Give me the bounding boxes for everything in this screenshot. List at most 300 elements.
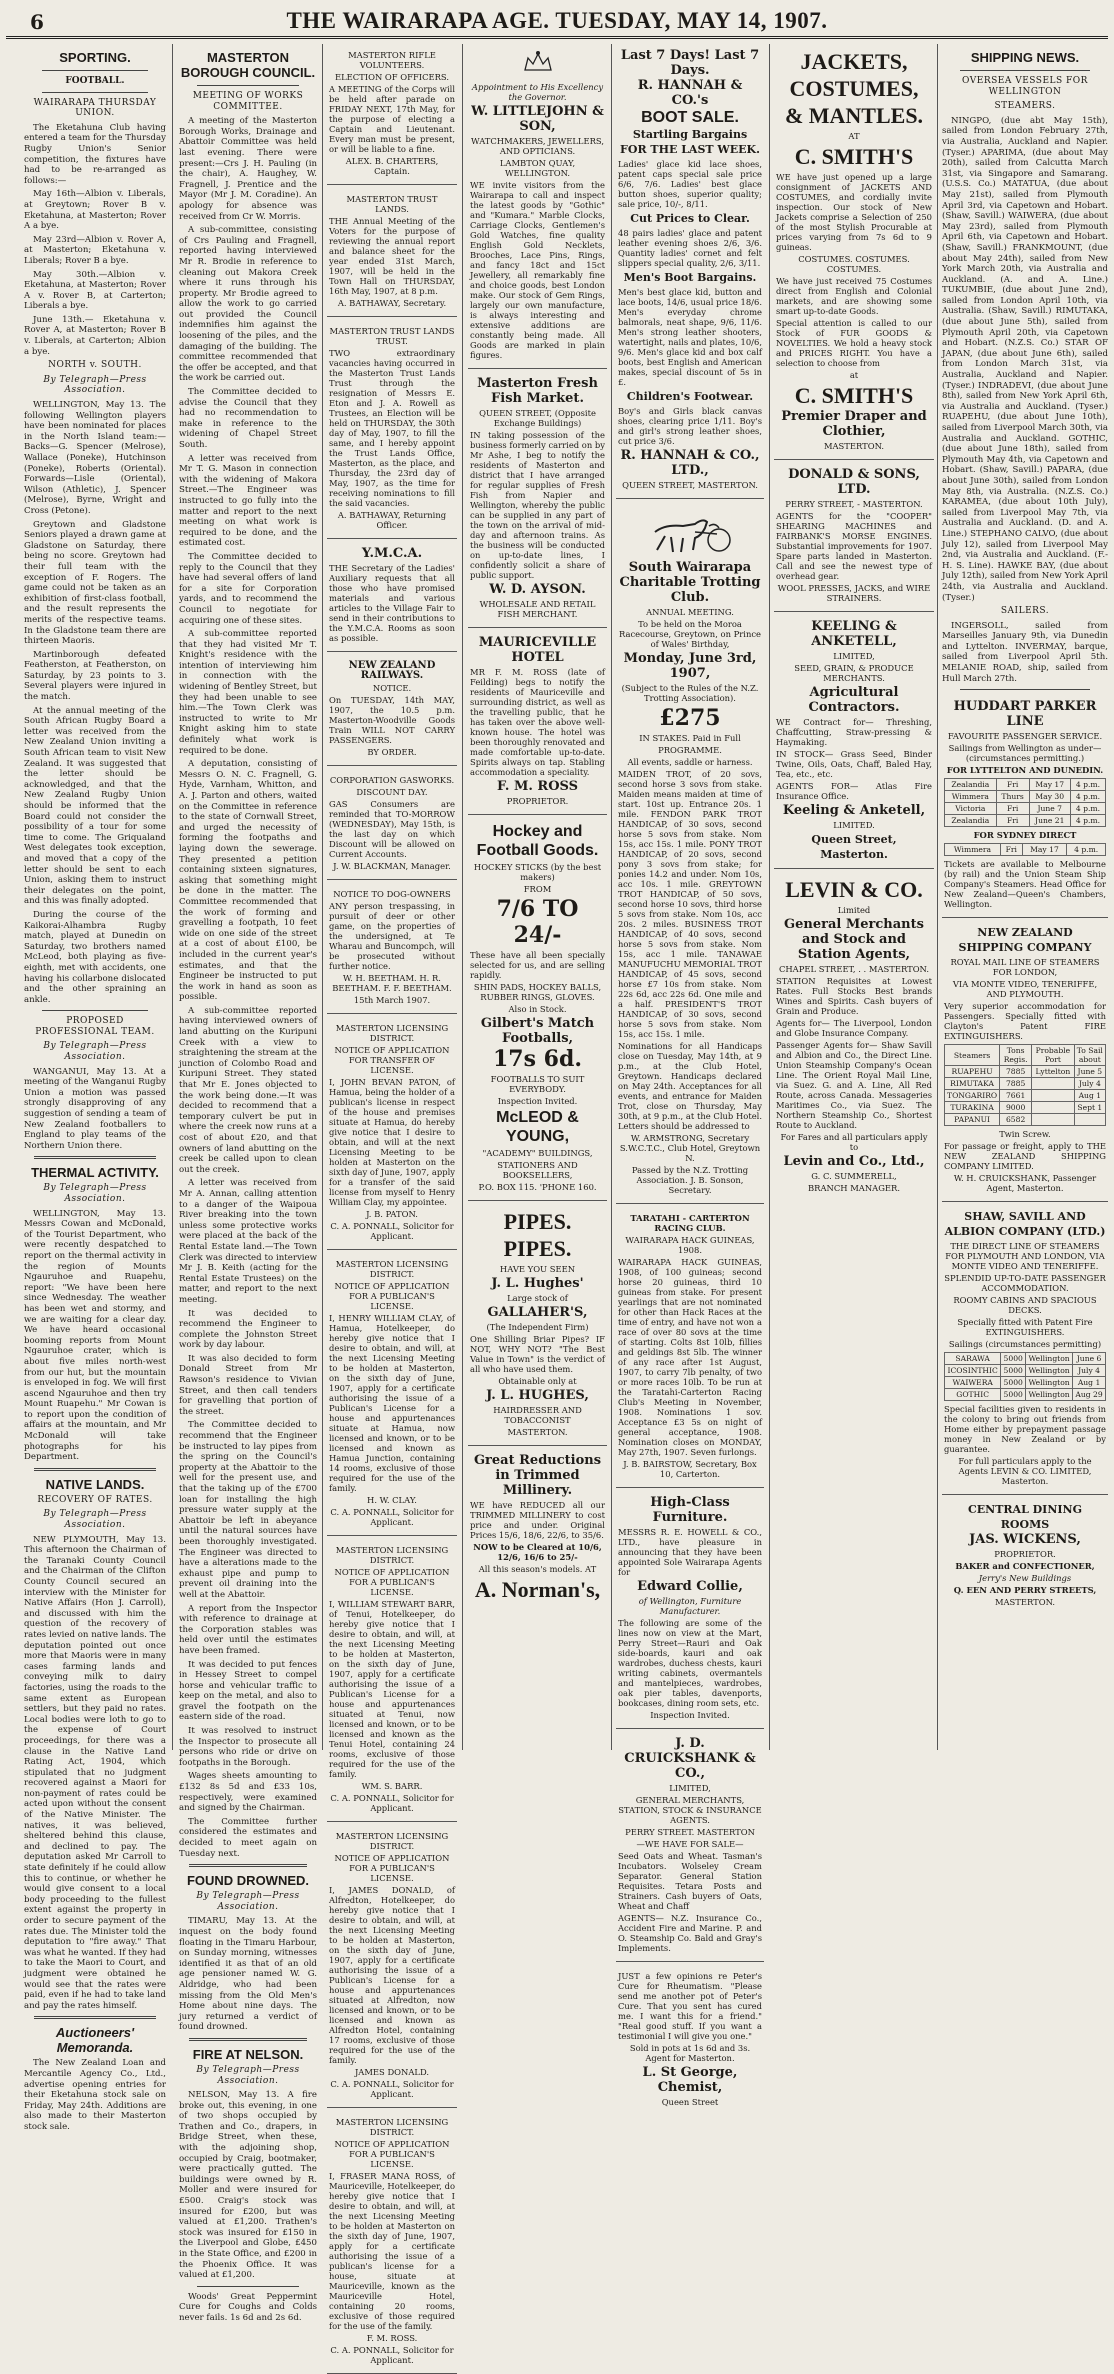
ad-line: FOOTBALLS TO SUIT EVERYBODY. xyxy=(490,1073,585,1094)
ad-hockey-goods xyxy=(468,818,607,1201)
table-cell: May 17 xyxy=(1022,844,1067,856)
table-cell xyxy=(1032,1078,1075,1090)
ad-line: For Fares and all particulars apply to xyxy=(780,1132,928,1152)
table-cell: 5000 xyxy=(1001,1353,1026,1365)
table-row xyxy=(945,803,1106,815)
article-paragraph: A sub-committee reported that they had visited Mr T. Knight's residence with the intention of interviewing him in connection with the widening of Bentley Street, but they had been unable to see him.—The Town Clerk was instructed to write to Mr Knight asking him to state definitely what work is required to be done. xyxy=(179,629,317,756)
column-rule xyxy=(611,44,612,1750)
table-cell: Wellington xyxy=(1026,1353,1073,1365)
table-header: To Sail about xyxy=(1074,1045,1105,1066)
ad-date: Monday, June 3rd, 1907, xyxy=(623,651,757,681)
ad-hannah-boot-sale xyxy=(616,44,764,499)
ad-subheading: ROYAL MAIL LINE OF STEAMERS FOR LONDON, xyxy=(950,957,1100,978)
article-paragraph: It was decided to put fences in Hessey Street to compel horse and vehicular traffic to keep on the metal, and also to gravel the footpath on the eastern side of the road. xyxy=(179,1659,317,1723)
ad-line: "ACADEMY" BUILDINGS, xyxy=(482,1147,593,1158)
ad-line: Inspection Invited. xyxy=(650,1710,730,1720)
ad-body: AGENTS FOR— Atlas Fire Insurance Office. xyxy=(776,781,932,801)
table-row xyxy=(945,1365,1106,1377)
table-row xyxy=(945,1102,1106,1114)
ad-price: 17s 6d. xyxy=(492,1045,582,1072)
ad-body: We have just received 75 Costumes direct from English and Colonial markets, and are showing some smart up-to-date Goods. xyxy=(776,276,932,316)
ad-body: WE Contract for— Threshing, Chaffcutting, Straw-pressing & Haymaking. xyxy=(776,717,932,747)
ad-signature: McLEOD & YOUNG, xyxy=(496,1108,579,1145)
ad-line: Sold in pots at 1s 6d and 3s. Agent for Masterton. xyxy=(629,2043,751,2063)
table-cell: RIMUTAKA xyxy=(945,1078,1000,1090)
table-cell xyxy=(1074,1114,1105,1126)
ad-line: of Wellington, Furniture Manufacturer. xyxy=(638,1596,742,1616)
ad-body: AGENTS for the "COOPER" SHEARING MACHINES and FAIRBANK'S MORSE ENGINES. Substantial improvements for 1907. Spare parts landed in Masterton. Call and see the newest type of overhead gear. xyxy=(776,511,932,581)
ad-line: Also in Stock. xyxy=(508,1003,567,1014)
table-cell: GOTHIC xyxy=(945,1389,1001,1401)
article-paragraph: It was resolved to instruct the Inspector to prosecute all persons who ride or drive on footpaths in the Borough. xyxy=(179,1726,317,1768)
ad-subheading: FOR THE LAST WEEK. xyxy=(620,143,760,156)
article-paragraph: The Committee decided to advise the Council that they had no recommendation to make in reference to the widening of Chapel Street South. xyxy=(179,387,317,450)
ad-line: MASTERTON. xyxy=(994,1597,1056,1608)
ad-heading: Great Reductions in Trimmed Millinery. xyxy=(473,1452,602,1498)
notice-ymca xyxy=(327,542,457,652)
ad-line: LIMITED, xyxy=(669,1783,711,1793)
ad-heading: SHAW, SAVILL AND ALBION COMPANY (LTD.) xyxy=(944,1210,1106,1239)
shipping-list: INGERSOLL, sailed from Marseilles January 9th, via Dunedin and Lyttelton. INVERMAY, barque, sailed from Liverpool April 5th. MELANIE ROAD, ship, sailed from Hull March 27th. xyxy=(942,620,1108,684)
column-4 xyxy=(468,44,607,1750)
ad-line: (The Independent Firm) xyxy=(486,1321,589,1332)
ad-millinery xyxy=(468,1449,607,1609)
notice-body: I, JAMES DONALD, of Alfredton, Hotelkeeper, do hereby give notice that I desire to obtain, and will, at the next Licensing Meeting to be holden at Masterton, on the sixth day of June, 1907, apply for a certificate authorising the issue of a Publican's License for a house and appurtenances situated at Alfredton, now licensed and known, or to be licensed and known as Alfredton Hotel, containing 17 rooms, exclusive of those required for the use of the family. xyxy=(329,1885,455,2065)
article-paragraph: A deputation, consisting of Messrs O. N. C. Fragnell, G. Hyde, Varnham, Whitton, and A. J. Parton and others, waited on the Committee in reference to the state of Cornwall Street, and urged the necessity of forming the footpaths and laying down the sewerage. They presented a petition containing sixteen signatures, asking that something might be done in the matter. The Committee recommended that the work of forming and gravelling a footpath, 10 feet wide on one side of the street at a cost of about £100, be included in the current year's estimates, and that the Engineer be instructed to put the work in hand as soon as possible. xyxy=(179,759,317,1003)
article-paragraph: WANGANUI, May 13. At a meeting of the Wanganui Rugby Union a motion was passed strongly disapproving of any suggestion of sending a team of New Zealand footballers to England to play teams of the Northern Union there. xyxy=(24,1066,166,1151)
ad-title: BOOT SALE. xyxy=(641,109,739,126)
table-cell: RUAPEHU xyxy=(945,1066,1000,1078)
ad-littlejohn xyxy=(468,44,607,369)
ad-body: IN taking possession of the business formerly carried on by Mr Ashe, I beg to notify the residents of Masterton and district that I have arranged for regular supplies of Fresh Fish from Napier and Wellington, whereby the public can be supplied in any part of the town on the arrival of mid-day and afternoon trains. As the business will be conducted on up-to-date lines, I confidently solicit a share of public support. xyxy=(470,429,605,580)
table-cell: 5000 xyxy=(1001,1365,1026,1377)
notice-body: I, WILLIAM STEWART BARR, of Tenui, Hotelkeeper, do hereby give notice that I desire to obtain, and will, at the next Licensing Meeting to be holden at Masterton, on the sixth day of June, 1907, apply for a certificate authorising the issue of a Publican's License for a house and appurtenances situated at Tenui, now licensed and known, or to be licensed and known as the Tenui Hotel, containing 24 rooms, exclusive of those required for the use of the family. xyxy=(329,1599,455,1779)
byline: By Telegraph—Press Association. xyxy=(43,374,147,396)
ad-line: Obtainable only at xyxy=(498,1375,577,1386)
ad-line: All events, saddle or harness. xyxy=(627,757,753,767)
table-cell: July 4 xyxy=(1073,1365,1106,1377)
ad-brand: GALLAHER'S, xyxy=(487,1304,588,1320)
newspaper-title: THE WAIRARAPA AGE. TUESDAY, MAY 14, 1907. xyxy=(286,8,828,33)
notice-solicitor: C. A. PONNALL, Solicitor for Applicant. xyxy=(330,1221,454,1241)
ad-hack-guineas xyxy=(616,1207,764,1488)
ad-line: All this season's models. AT xyxy=(478,1563,597,1574)
notice-heading: MASTERTON LICENSING DISTRICT. xyxy=(335,2117,449,2137)
ad-line: HAIRDRESSER AND TOBACCONIST xyxy=(493,1404,582,1425)
notice-body: GAS Consumers are reminded that TO-MORROW (WEDNESDAY), May 15th, is the last day on which Discount will be allowed on Current Accounts. xyxy=(329,799,455,859)
ad-signature: C. SMITH'S xyxy=(794,383,914,408)
byline: By Telegraph—Press Association. xyxy=(196,1891,300,1912)
ad-heading: LEVIN & CO. xyxy=(785,877,923,902)
ad-title: JACKETS, xyxy=(800,49,908,74)
ad-line: SPLENDID UP-TO-DATE PASSENGER ACCOMMODATION. xyxy=(944,1273,1106,1294)
table-row xyxy=(945,844,1106,856)
byline: By Telegraph—Press Association. xyxy=(43,1509,147,1531)
ad-heading: NEW ZEALAND SHIPPING COMPANY xyxy=(958,926,1092,955)
table-cell xyxy=(1032,1102,1075,1114)
notice-license-barr xyxy=(327,1539,457,1822)
table-cell: May 17 xyxy=(1029,779,1070,791)
ad-signature: W. D. AYSON. xyxy=(489,581,586,597)
table-cell: Wellington xyxy=(1026,1389,1073,1401)
ad-heading: J. D. CRUICKSHANK & CO., xyxy=(624,1736,756,1781)
divider xyxy=(34,1468,156,1471)
notice-solicitor: C. A. PONNALL, Solicitor for Applicant. xyxy=(330,2079,454,2099)
article-heading: NORTH v. SOUTH. xyxy=(48,360,142,371)
notice-heading: MASTERTON RIFLE VOLUNTEERS. xyxy=(348,50,436,70)
ad-line: Sailings (circumstances permitting) xyxy=(948,1339,1102,1350)
ad-signature: C. SMITH'S xyxy=(794,144,914,169)
ad-signature: Keeling & Anketell, xyxy=(782,803,926,818)
ad-heading: TARATAHI - CARTERTON RACING CLUB. xyxy=(630,1213,750,1233)
ad-subheading: Cut Prices to Clear. xyxy=(630,212,750,225)
ad-signature: R. HANNAH & CO., LTD., xyxy=(620,448,760,478)
table-cell: 5000 xyxy=(1001,1377,1026,1389)
notice-body: I, HENRY WILLIAM CLAY, of Hamua, Hotelkeeper, do hereby give notice that I desire to obtain, and will, at the next Licensing Meeting to be holden at Masterton, on the sixth day of June, 1907, apply for a certificate authorising the issue of a Publican's License for a house and appurtenances situate at Hamua, now licensed and known, or to be licensed and known as Hamua Junction, containing 14 rooms, exclusive of those required for the use of the family. xyxy=(329,1313,455,1493)
table-cell: Fri xyxy=(1000,844,1022,856)
notice-heading: NEW ZEALAND RAILWAYS. xyxy=(348,660,436,681)
ad-body: Tickets are available to Melbourne (by rail) and the Union Steam Ship Company's Steamers. Head Office for New Zealand—Queen's Chambers, Wellington. xyxy=(944,859,1106,910)
article-paragraph: The Eketahuna Club having entered a team for the Thursday Rugby Union's Senior competition, the fixtures have had to be re-arranged as follows:— xyxy=(24,122,166,186)
ad-signature: J. B. BAIRSTOW, Secretary, Box 10, Carterton. xyxy=(623,1459,757,1479)
table-cell: Fri xyxy=(996,803,1029,815)
ad-mauriceville-hotel xyxy=(468,631,607,815)
ad-line: BRANCH MANAGER. xyxy=(808,1183,900,1193)
table-cell: TURAKINA xyxy=(945,1102,1000,1114)
ad-line: BAKER and CONFECTIONER, xyxy=(955,1561,1095,1572)
ad-body: IN STOCK— Grass Seed, Binder Twine, Oils, Oats, Chaff, Baled Hay, Tea, etc., etc. xyxy=(776,749,932,779)
divider xyxy=(189,1864,307,1867)
notice-body: THE Annual Meeting of the Voters for the purpose of reviewing the annual report and balance sheet for the year ended 31st March, 1907, will be held in the Town Hall on THURSDAY, 16th May, 1907, at 8 p.m. xyxy=(329,216,455,296)
shipping-list: NINGPO, (due abt May 15th), sailed from London February 27th, via Australia, Auckland and Napier. (Tyser.) APARIMA, (due about May 20th), sailed from Calcutta March 31st, via Singapore and Samarang. (U.S.S. Co.) MATATUA, (due about May 21st), sailed from Plymouth April 3rd, via Capetown and Hobart. (Shaw, Savill.) WAIWERA, (due about May 23rd), sailed from Plymouth April 6th, via Capetown and Hobart. (Shaw, Savill.) FRANKMOUNT, (due about May 24th), sailed from New York March 20th, via Australia and Auckland. (A. and A. Line.) TUKUMBIE, (due about June 2nd), sailed from London April 10th, via Australia. (Shaw, Savill.) RIMUTAKA, (due about June 5th), sailed from Plymouth April 20th, via Capetown and Hobart. (N.Z.S. Co.) STAR OF JAPAN, (due about June 6th), sailed from London March 31st, via Australia, Auckland and Napier. (Tyser.) INDRADEVI, (due about June 8th), sailed from New York April 6th, via Australia and Auckland. (Tyser.) RUAPEHU, (due about June 10th), sailed from Liverpool March 30th, via Australia and Auckland. GOTHIC, (due about June 18th), sailed from Plymouth May 4th, via Capetown and Hobart. (Shaw, Savill.) PAPARA, (due about June 30th), sailed from London May 8th, via Australia. (N.Z.S. Co.) KARAMEA, (due about 10th July), sailed from Liverpool May 7th, via Australia and Auckland. (D. and A. Line.) STEPHANO CALVO, (due about July 12), sailed from Liverpool May 2nd, via Australia and Auckland. (F.-H. S. Line). HAWKE BAY, (due about July 12th), sailed from New York April 24th, via Australia and Auckland. (Tyser.) xyxy=(942,115,1108,603)
notice-heading: MASTERTON LICENSING DISTRICT. xyxy=(335,1023,449,1043)
article-paragraph: A letter was received from Mr A. Annan, calling attention to a danger of the Waipoua River breaking into the town unless some protective works were placed at the back of the Rental Estate land.—The Town Clerk was directed to interview Mr J. B. Keith (acting for the Rental Estate Trustees) on the matter, and report to the next meeting. xyxy=(179,1178,317,1305)
ad-heading: R. HANNAH & CO.'s xyxy=(637,78,743,108)
ad-line: Inspection Invited. xyxy=(497,1095,578,1106)
ad-subheading: Children's Footwear. xyxy=(626,390,754,403)
notice-signature: J. W. BLACKMAN, Manager. xyxy=(333,861,451,871)
section-subheading: FOOTBALL. xyxy=(65,76,125,86)
table-cell: Aug 1 xyxy=(1073,1377,1106,1389)
ad-donald-sons xyxy=(774,463,934,612)
ad-line: HOCKEY STICKS (by the best makers) xyxy=(473,861,602,882)
article-paragraph: It was also decided to form Donald Street from Mr Rawson's residence to Vivian Street, and then call tenders for gravelling that portion of the street. xyxy=(179,1353,317,1417)
table-cell: 4 p.m. xyxy=(1070,779,1105,791)
article-paragraph: A sub-committee, consisting of Crs Pauling and Fragnell, reported having interviewed Mr R. Brodie in reference to cleaning out Makora Creek where it runs through his property. Mr Brodie agreed to allow the work to go carried out provided the Council indemnifies him against the loosening of the piles, and the damaging of the building. The committee recommended that the offer be accepted, and that the work be carried out. xyxy=(179,225,317,384)
ad-subheading: Agricultural Contractors. xyxy=(808,685,900,715)
article-paragraph: May 23rd—Albion v. Rover A, at Masterton; Eketahuna v. Liberals; Rover B a bye. xyxy=(24,234,166,266)
ad-title: COSTUMES, xyxy=(789,76,919,101)
ad-line: Jerry's New Buildings xyxy=(978,1573,1072,1584)
article-paragraph: TIMARU, May 13. At the inquest on the body found floating in the Timaru Harbour, on Sunday morning, witnesses identified it as that of an old age pensioner named W. G. Aldridge, who had been missing from the Old Men's Home about nine days. The jury returned a verdict of found drowned. xyxy=(179,1916,317,2033)
article-paragraph: May 30th.—Albion v. Eketahuna, at Masterton; Rover A v. Rover B, at Carterton; Liberals a bye. xyxy=(24,269,166,312)
ad-line: Passed by the N.Z. Trotting Association. J. B. Sonson, Secretary. xyxy=(631,1165,749,1195)
ad-address: Queen Street, Masterton. xyxy=(811,833,897,861)
trotting-horse-icon xyxy=(635,510,745,556)
table-cell: Zealandia xyxy=(945,815,997,827)
ad-line: To be held on the Moroa Racecourse, Greytown, on Prince of Wales' Birthday, xyxy=(619,619,761,649)
notice-trust-lands-trust xyxy=(327,320,457,539)
table-cell: June 5 xyxy=(1074,1066,1105,1078)
section-heading: MASTERTON BOROUGH COUNCIL. xyxy=(180,50,316,80)
ad-address: MASTERTON. xyxy=(823,441,885,451)
ad-heading: CENTRAL DINING ROOMS xyxy=(968,1503,1082,1532)
notice-heading: MASTERTON TRUST LANDS. xyxy=(346,194,438,214)
ad-line: FOR SYDNEY DIRECT xyxy=(973,830,1077,841)
section-subheading: STEAMERS. xyxy=(994,101,1056,112)
ad-keeling-anketell xyxy=(774,615,934,869)
article-paragraph: The Committee decided to recommend that the Engineer be instructed to lay pipes from the spring on the Council's property at the Abattoir to the well for the present use, and that the taking up of the £700 loan for installing the high pressure water supply at the Abattoir be left in abeyance until the natural sources have been thoroughly investigated. The Engineer was directed to have a alterations made to the exhaust pipe and pump to prevent oil draining into the well at the Abattoir. xyxy=(179,1420,317,1600)
ad-trotting-club xyxy=(616,502,764,1204)
ad-name: Edward Collie, xyxy=(637,1579,743,1594)
ad-appointment: Appointment to His Excellency the Governor. xyxy=(471,81,604,102)
notice-dog-owners xyxy=(327,883,457,1014)
table-row xyxy=(945,1090,1106,1102)
ad-furniture xyxy=(616,1491,764,1729)
table-cell: July 4 xyxy=(1074,1078,1105,1090)
notice-gasworks xyxy=(327,769,457,880)
page-number: 6 xyxy=(30,10,44,34)
article-paragraph: It was decided to recommend the Engineer to complete the Johnston Street work by day labour. xyxy=(179,1308,317,1351)
column-3 xyxy=(327,44,457,2365)
table-cell: Wimmera xyxy=(945,791,997,803)
article-paragraph: During the course of the Kaikorai-Alhambra Rugby match, played at Dunedin on Saturday, two brothers named McLeod, both playing as five-eighth, met with accidents, one having his collarbone dislocated and the other spraining an ankle. xyxy=(24,909,166,1005)
notice-license-donald xyxy=(327,1825,457,2108)
divider xyxy=(189,2038,307,2041)
ad-fish-market xyxy=(468,372,607,628)
article-paragraph: June 13th.— Eketahuna v. Rover A, at Masterton; Rover B v. Liberals, at Carterton; Albion a bye. xyxy=(24,314,166,357)
article-paragraph: A sub-committee reported having interviewed owners of land abutting on the Kuripuni Creek with a view to straightening the stream at the junction of Colombo Road and Kuripuni Street. They stated that Mr E. Jones objected to the work being done.—It was decided to recommend that a temporary culvert be put in where the creek now runs at a cost of about £20, and that owners of land abutting on the creek be called upon to clean out the creek. xyxy=(179,1005,317,1175)
ad-pipes xyxy=(468,1204,607,1446)
table-row xyxy=(945,815,1106,827)
divider xyxy=(42,70,148,71)
ad-price: 7/6 TO 24/- xyxy=(496,895,579,948)
ad-heading: W. LITTLEJOHN & SON, xyxy=(471,103,604,134)
ad-body: These have all been specially selected for us, and are selling rapidly. xyxy=(470,949,605,980)
table-header: Tons Regis. xyxy=(1000,1045,1032,1066)
ad-body: JUST a few opinions re Peter's Cure for Rheumatism. "Please send me another pot of Peter's Cure. That you sent has cured me. I want this for a friend." "Real good stuff. If you want a testimonial I will give you one." xyxy=(618,1971,762,2041)
ad-subheading: WAIRARAPA HACK GUINEAS, 1908. xyxy=(625,1235,755,1255)
ad-heading: PIPES. PIPES. xyxy=(503,1208,572,1261)
article-paragraph: May 16th—Albion v. Liberals, at Greytown; Rover B v. Eketahuna, at Masterton; Rover A a bye. xyxy=(24,189,166,232)
notice-signature: W. H. BEETHAM. H. R. BEETHAM. F. F. BEETHAM. xyxy=(332,973,452,993)
ad-name: J. L. Hughes' xyxy=(491,1275,584,1291)
ad-c-smith xyxy=(774,44,934,460)
ad-levin xyxy=(774,872,934,1201)
article-paragraph: Woods' Great Peppermint Cure for Coughs and Colds never fails. 1s 6d and 2s 6d. xyxy=(179,2291,317,2323)
notice-signature: JAMES DONALD. xyxy=(354,2067,430,2077)
notice-signature: J. B. PATON. xyxy=(366,1209,418,1219)
notice-subheading: NOTICE. xyxy=(372,683,412,693)
ad-body: WE have REDUCED all our TRIMMED MILLINERY to cost price and under. Original Prices 15/6, 18/6, 22/6, to 35/6. xyxy=(470,1499,605,1540)
divider xyxy=(34,2016,156,2019)
notice-heading: Y.M.C.A. xyxy=(361,546,423,561)
ad-cruickshank xyxy=(616,1732,764,1962)
ad-signature: F. M. ROSS xyxy=(496,778,579,794)
ad-line: at xyxy=(849,370,859,380)
section-heading: SHIPPING NEWS. xyxy=(970,50,1080,65)
article-heading: RECOVERY OF RATES. xyxy=(37,1494,153,1505)
ad-line: WOOL PRESSES, JACKS, and WIRE STRAINERS. xyxy=(777,583,931,603)
ad-body: AGENTS— N.Z. Insurance Co., Accident Fire and Marine. P. and O. Steamship Co. Bald and Gray's Implements. xyxy=(618,1913,762,1953)
table-header: Probable Port xyxy=(1032,1045,1075,1066)
notice-body: TWO extraordinary vacancies having occurred in the Masterton Trust Lands Trust through the resignation of Messrs E. Eton and J. A. Rowell as Trustees, an Election will be held on THURSDAY, the 30th day of May, 1907, to fill the same, and I hereby appoint the Trust Lands Office, Masterton, as the place, and Thursday, the 23rd day of May, 1907, as the time for receiving nominations to fill the said vacancies. xyxy=(329,348,455,508)
notice-signature: F. M. ROSS. xyxy=(366,2333,418,2343)
ad-heading: Masterton Fresh Fish Market. xyxy=(477,375,598,406)
table-cell: June 21 xyxy=(1029,815,1070,827)
ad-address: QUEEN STREET, MASTERTON. xyxy=(622,480,758,490)
ad-body: The following are some of the lines now on view at the Mart, Perry Street—Rauri and Oak side-boards, kauri and oak wardrobes, duchess chests, kauri writing cabinets, overmantels and mantelpieces, wardrobes, oak pier tables, davenports, bookcases, dining room sets, etc. xyxy=(618,1618,762,1708)
notice-subheading: NOTICE OF APPLICATION FOR A PUBLICAN'S LICENSE. xyxy=(334,2139,450,2169)
ad-body: MAIDEN TROT, of 20 sovs, second horse 3 sovs from stake. Maiden means maiden at time of start. 10st up. Entrance 20s. 1 mile. FENDON PARK TROT HANDICAP, of 30 sovs, second horse 5 sovs from stake. Nom 15s, acc 15s. 1 mile. PONY TROT HANDICAP, of 20 sovs, second pony 3 sovs from stake; for ponies 14.2 and under. Nom 10s, acc 10s. 1 mile. GREYTOWN TROT HANDICAP, of 50 sovs, second horse 10 sovs, third horse 5 sovs from stake. Nom 10s, acc 20s. 2 miles. BUSINESS TROT HANDICAP, of 40 sovs, second horse 5 sovs from stake. Nom 15s, acc 1 mile. TANAWAE MANUFUCHU MEMORIAL TROT HANDICAP, of 45 sovs, second horse £7 10s from stake. Nom 22s 6d, acc 22s 6d. One mile and a half. PRESIDENT'S TROT HANDICAP, of 30 sovs, second horse 5 sovs from stake. Nom 15s, acc 15s. 1 mile. xyxy=(618,769,762,1039)
notice-solicitor: C. A. PONNALL, Solicitor for Applicant. xyxy=(330,1793,454,1813)
table-cell: Wellington xyxy=(1026,1377,1073,1389)
ad-body: One Shilling Briar Pipes? IF NOT, WHY NOT? "The Best Value in Town" is the verdict of all who have used them. xyxy=(470,1333,605,1374)
ad-heading: KEELING & ANKETELL, xyxy=(811,619,897,649)
ad-line: Twin Screw. xyxy=(999,1129,1051,1140)
ad-line: GENERAL MERCHANTS, STATION, STOCK & INSURANCE AGENTS. xyxy=(618,1795,762,1825)
column-rule xyxy=(462,44,463,1750)
ad-line: —WE HAVE FOR SALE— xyxy=(636,1839,744,1849)
ad-heading: Hockey and Football Goods. xyxy=(476,822,599,859)
table-cell: Sept 1 xyxy=(1074,1102,1105,1114)
table-row xyxy=(945,1114,1106,1126)
notice-signature: ALEX. B. CHARTERS, Captain. xyxy=(345,156,439,176)
notice-subheading: ELECTION OF OFFICERS. xyxy=(334,72,449,82)
ad-line: (Subject to the Rules of the N.Z. Trotting Association). xyxy=(621,683,759,703)
divider xyxy=(197,2286,299,2287)
ad-signature: For full particulars apply to the Agents LEVIN & CO. LIMITED, Masterton. xyxy=(958,1456,1092,1487)
table-row xyxy=(945,779,1106,791)
ad-body: Ladies' glace kid lace shoes, patent caps special sale price 6/6, 7/6. Ladies' best glace button shoes, superior quality; sale price, 10/-, 8/11. xyxy=(618,159,762,209)
column-rule xyxy=(937,44,938,1750)
ad-subheading: FAVOURITE PASSENGER SERVICE. xyxy=(947,731,1103,742)
ad-address: PERRY STREET. MASTERTON xyxy=(625,1827,755,1837)
notice-heading: MASTERTON TRUST LANDS TRUST. xyxy=(329,326,455,346)
table-row xyxy=(945,1353,1106,1365)
table-cell: ICOSINTHIC xyxy=(945,1365,1001,1377)
ad-address: CHAPEL STREET, . . MASTERTON. xyxy=(778,964,930,974)
divider xyxy=(197,85,299,86)
ad-body: MESSRS R. E. HOWELL & CO., LTD., have pleasure in announcing that they have been appointed Sole Wairarapa Agents for xyxy=(618,1527,762,1577)
table-cell: 4 p.m. xyxy=(1070,803,1105,815)
table-cell: Lyttelton xyxy=(1032,1066,1075,1078)
column-5 xyxy=(616,44,764,2107)
ad-line: LIMITED, xyxy=(833,651,875,661)
section-heading: FIRE AT NELSON. xyxy=(192,2046,304,2062)
article-paragraph: NEW PLYMOUTH, May 13. This afternoon the Chairman of the Taranaki County Council and the Chairman of the Clifton County Council secured an interview with the Minister for Native Affairs (Hon J. Carroll), and discussed with him the question of the recovery of rates levied on native lands. The deputation pointed out once more that Maoris were in many cases farming lands and conveying milk to dairy factories, using the roads to the same extent as European settlers, but they paid no rates. Local bodies were loth to go to the expense of Court proceedings, for there was a clause in the Native Land Rating Act, 1904, which stipulated that no judgment recovered against a Maori for non-payment of rates could be acted upon without the consent of the Native Minister. The natives, it was believed, sheltered behind this clause, and declined to pay. The deputation asked Mr Carroll to state definitely if he could allow this to continue, or whether he would give consent to a local body proceeding to the fullest extent against the property in order to secure payment of the rates due. The Minister told the deputation to "fire away." That was what he wanted. If they had to take the Maori to Court, and judgment were obtained he would see that the rates were paid, even if he had to take land and pay the rates himself. xyxy=(24,1534,166,2011)
ad-address: PERRY STREET, - MASTERTON. xyxy=(785,499,923,509)
ad-line: Limited xyxy=(837,905,871,915)
ad-heading: MAURICEVILLE HOTEL xyxy=(478,634,597,665)
ad-line: PROGRAMME. xyxy=(658,745,722,755)
notice-rifle-volunteers xyxy=(327,44,457,185)
ad-line: PROPRIETOR. xyxy=(994,1549,1056,1560)
ad-signature: L. St George, Chemist, xyxy=(642,2065,738,2095)
divider xyxy=(34,1156,156,1159)
sailings-table xyxy=(944,1352,1106,1401)
table-cell: Aug 1 xyxy=(1074,1090,1105,1102)
ad-body: Men's best glace kid, button and lace boots, 14/6, usual price 18/6. Men's everyday chrome balmorals, neat shape, 9/6, 11/6. Men's strong leather shooters, watertight, nails and plates, 10/6, 9/6. Men's glace kid and box calf boots, best English and American makes, special discount of 5s in £. xyxy=(618,287,762,387)
table-row xyxy=(945,1066,1106,1078)
table-cell: 6582 xyxy=(1000,1114,1032,1126)
table-cell xyxy=(1032,1114,1075,1126)
section-subheading: SAILERS. xyxy=(1000,606,1050,617)
ad-body: Passenger Agents for— Shaw Savill and Albion and Co., the Direct Line. Union Steamship Company's Ocean Line. The Orient Royal Mail Line, via Suez. G. and A. Line, All Red Route, across Canada. Messageries Maritimes Co., via Suez. The Northern Steamship Co., Shortest Route to Auckland. xyxy=(776,1040,932,1130)
sailings-table xyxy=(944,778,1106,827)
article-paragraph: Greytown and Gladstone Seniors played a drawn game at Gladstone on Saturday, there being no score. Greytown had their full team with the exception of F. Rogers. The game could not be taken as an exhibition of first-class football, and the result represents the merits of the respective teams. In the Gladstone team there are thirteen Maoris. xyxy=(24,519,166,647)
ad-nz-shipping xyxy=(942,921,1108,1202)
table-cell: Victoria xyxy=(945,803,997,815)
notice-subheading: NOTICE OF APPLICATION FOR A PUBLICAN'S LICENSE. xyxy=(334,1281,450,1311)
table-cell: PAPANUI xyxy=(945,1114,1000,1126)
ad-body: Special facilities given to residents in the colony to bring out friends from Home either by prepayment passage money in New Zealand or by guarantee. xyxy=(944,1404,1106,1455)
table-cell: May 30 xyxy=(1029,791,1070,803)
ad-line: VIA MONTE VIDEO, TENERIFFE, AND PLYMOUTH. xyxy=(952,979,1098,1000)
ad-title: & MANTLES. xyxy=(784,103,924,128)
ad-line: FOR LYTTELTON AND DUNEDIN. xyxy=(946,765,1104,776)
ad-banner: Last 7 Days! Last 7 Days. xyxy=(620,48,760,78)
ad-body: Very superior accommodation for Passengers. Specially fitted with Clayton's Patent FIRE EXTINGUISHERS. xyxy=(944,1001,1106,1042)
table-cell: Wimmera xyxy=(945,844,1001,856)
byline: By Telegraph—Press Association. xyxy=(196,2064,300,2086)
table-cell: Aug 29 xyxy=(1073,1389,1106,1401)
notice-signature: A. BATHAWAY, Returning Officer. xyxy=(337,510,447,530)
ad-body: MR F. M. ROSS (late of Feilding) begs to notify the residents of Mauriceville and surrounding district, as well as the travelling public, that he has taken over the above well-known house. The hotel was been thoroughly renovated and made comfortable up-to-date. Spirits always on tap. Stabling accommodation a speciality. xyxy=(470,666,605,777)
table-cell: Fri xyxy=(996,779,1029,791)
notice-signature: H. W. CLAY. xyxy=(367,1495,417,1505)
table-cell xyxy=(1032,1090,1075,1102)
royal-crest-icon xyxy=(521,48,555,76)
notice-body: A MEETING of the Corps will be held after parade on FRIDAY NEXT, 17th May, for the purpose of electing a Captain and Lieutenant. Every man must be present, or will be liable to a fine. xyxy=(329,84,455,154)
table-cell: TONGARIRO xyxy=(945,1090,1000,1102)
table-cell: Fri xyxy=(996,815,1029,827)
ad-stakes: £275 xyxy=(659,705,721,731)
ad-subheading: Premier Draper and Clothier, xyxy=(781,409,927,439)
ad-address: Queen Street xyxy=(661,2097,719,2107)
ad-heading: Gilbert's Match Footballs, xyxy=(480,1015,595,1046)
article-paragraph: The Committee further considered the estimates and decided to meet again on Tuesday next. xyxy=(179,1816,317,1859)
section-heading: Auctioneers' Memoranda. xyxy=(55,2025,135,2056)
notice-railways xyxy=(327,655,457,766)
ad-line: AT xyxy=(848,131,860,141)
ad-body: STATION Requisites at Lowest Rates. Full Stocks Best brands Wines and Spirits. Cash buyers of Grain and Produce. xyxy=(776,976,932,1016)
ad-body: WAIRARAPA HACK GUINEAS, 1908, of 100 guineas; second horse 20 guineas, third 10 guineas from stake. For present yearlings that are not nominated for other than Hack Races at the time of entry, and have not won a race of over 80 sovs at the time of starting. Colts 8st 10lb, fillies and geldings 8st 5lb. The winner of any race after 1st August, 1907, to carry 7lb penalty, of two or more races 10lb. To be run at the Taratahi-Carterton Racing Club's Meeting in November, 1908. Nominations 1 sov. Acceptance £3 5s on night of general acceptance, 1908. Nomination closes on MONDAY, May 27th, 1907. Seven furlongs. xyxy=(618,1257,762,1457)
sailings-table xyxy=(944,1044,1106,1126)
notice-signature: A. BATHAWAY, Secretary. xyxy=(337,298,447,308)
ad-body: Boy's and Girls black canvas shoes, clearing price 1/11. Boy's and girl's strong leather shoes, cut price 3/6. xyxy=(618,406,762,446)
ad-peters-cure xyxy=(616,1965,764,2115)
ad-address: QUEEN STREET, (Opposite Exchange Buildings) xyxy=(479,407,596,428)
notice-license-ross xyxy=(327,2111,457,2374)
notice-heading: NOTICE TO DOG-OWNERS xyxy=(333,889,451,899)
ad-subheading: ANNUAL MEETING. xyxy=(646,607,734,617)
article-paragraph: NELSON, May 13. A fire broke out, this evening, in one of two shops occupied by Trathen and Co., drapers, in Bridge Street, when these, with the adjoining shop, occupied by Craig, bootmaker, were practically gutted. The buildings were owned by R. Moller and were insured for £500. Craig's stock was insured for £200, but was valued at £1,200. Trathen's stock was insured for £150 in the Liverpool and Globe, £450 in the State Office, and £200 in the Phoenix Office. It was valued at £1,200. xyxy=(179,2090,317,2281)
notice-body: I, JOHN BEVAN PATON, of Hamua, being the holder of a publican's license in respect of the house and premises situate at Hamua, do hereby give notice that I desire to obtain, and will at the next Licensing Meeting to be holden at Masterton on the sixth day of June, 1907, apply for a transfer of the said license from myself to Henry William Clay, my appointee. xyxy=(329,1077,455,1207)
table-cell: Zealandia xyxy=(945,779,997,791)
article-heading: PROPOSED PROFESSIONAL TEAM. xyxy=(35,1016,155,1037)
article-paragraph: Martinborough defeated Featherston, at Featherston, on Saturday, by 23 points to 3. Several players were injured in the match. xyxy=(24,649,166,703)
ad-heading: HUDDART PARKER LINE xyxy=(953,699,1097,730)
ad-heading: DONALD & SONS, LTD. xyxy=(788,467,920,497)
column-rule xyxy=(769,44,770,1750)
ad-subheading: THE DIRECT LINE OF STEAMERS FOR PLYMOUTH AND LONDON, VIA MONTE VIDEO AND TENERIFFE. xyxy=(945,1241,1105,1272)
article-heading: MEETING OF WORKS COMMITTEE. xyxy=(192,91,304,112)
ad-body: WE invite visitors from the Wairarapa to call and inspect the latest goods by "Gothic" and "Kumara." Marble Clocks, Carriage Clocks, Gentlemen's Gold Watches, fine quality English Gold Necklets, Brooches, Lace Pins, Rings, and fancy 18ct and 15ct Jewellery, all remarkably fine and choice goods, best London make. Our stock of Gem Rings, largely our own manufacture, is always interesting and extensive additions are constantly being made. All Goods are marked in plain figures. xyxy=(470,179,605,360)
article-paragraph: A letter was received from Mr T. G. Mason in connection with the widening of Makora Street.—The Engineer was instructed to go fully into the matter and report to the next meeting on what work is required to be done, and the estimated cost. xyxy=(179,453,317,549)
article-paragraph: At the annual meeting of the South African Rugby Board a letter was received from the New Zealand Union inviting a South African team to visit New Zealand. It was suggested that the letter should be acknowledged, and that the New Zealand Rugby Union should be informed that the Board could not consider the possibility of a tour for some time to come. The Griqualand West delegates took exception, and moved that a copy of the letter should be sent to each Union, asking them to instruct their delegates on the point, and this was finally adopted. xyxy=(24,705,166,907)
ad-line: MASTERTON. xyxy=(507,1426,568,1437)
